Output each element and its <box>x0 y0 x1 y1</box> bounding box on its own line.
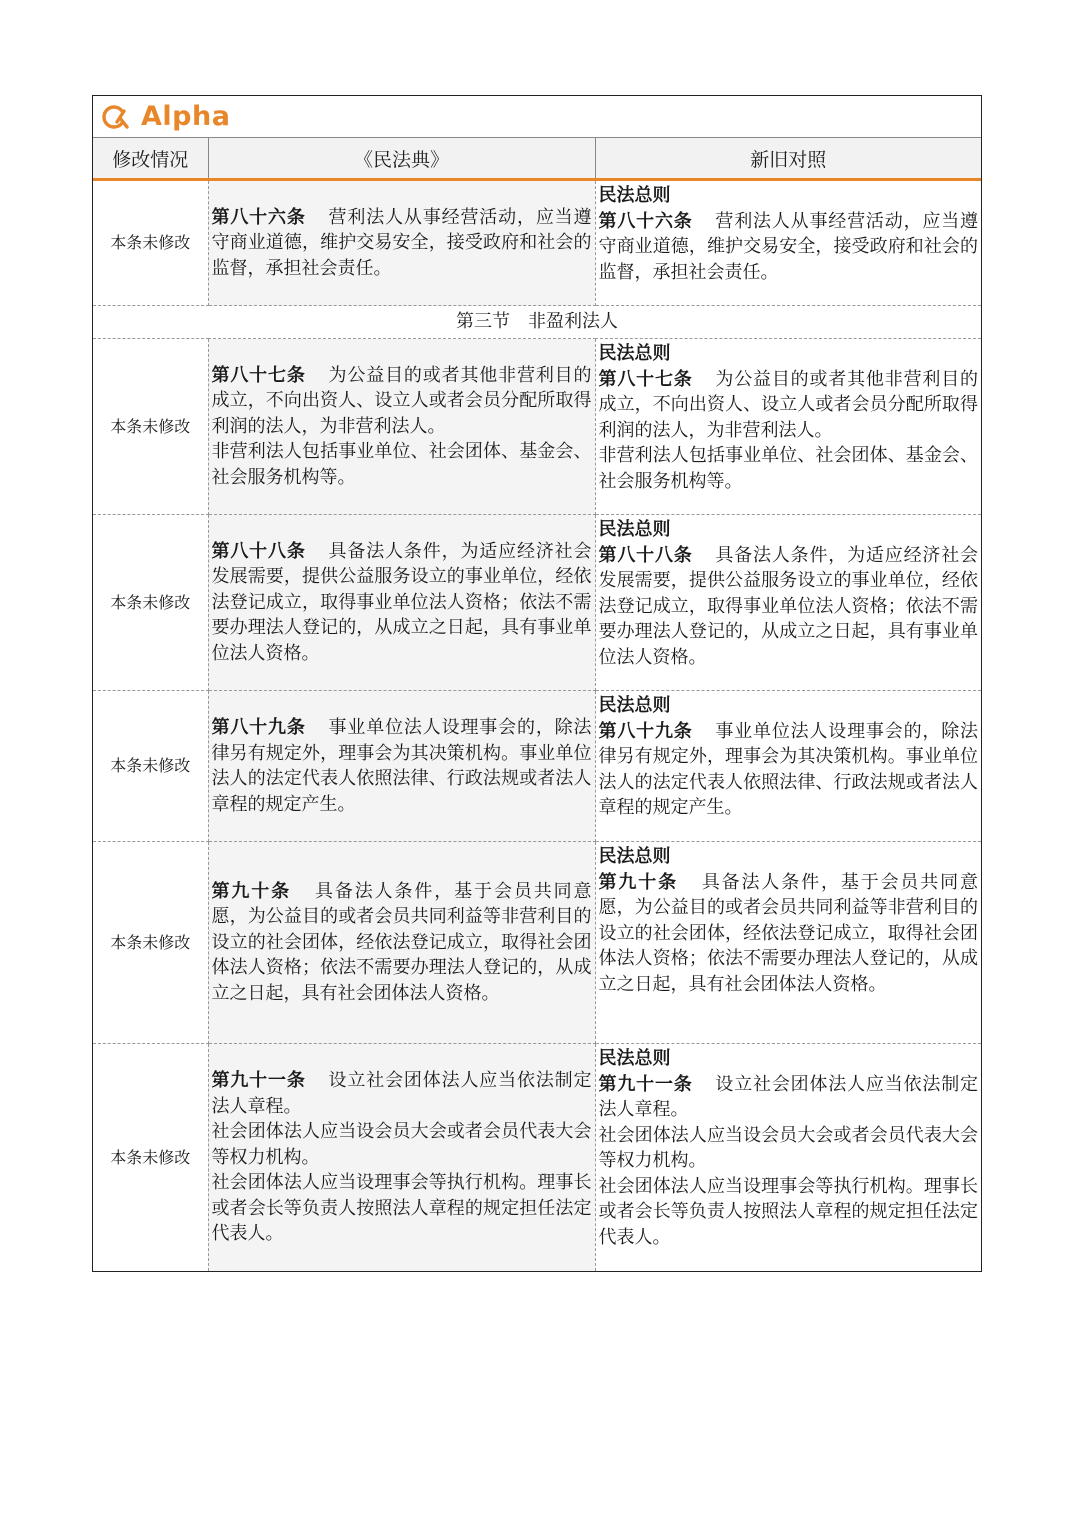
article-number: 第八十八条 <box>211 540 306 562</box>
article-paragraph <box>599 209 979 286</box>
article-paragraph <box>599 443 979 494</box>
article-paragraph <box>212 879 592 1007</box>
article-paragraph <box>212 363 592 440</box>
article-paragraph <box>212 715 592 817</box>
book-title: 民法总则 <box>598 846 671 867</box>
article-text: 为公益目的或者其他非营利目的成立，不向出资人、设立人或者会员分配所取得利润的法人，为非营利法人。 <box>211 364 592 437</box>
brand-header <box>93 96 981 138</box>
article-number: 第八十九条 <box>598 720 693 742</box>
article-text: 社会团体法人应当设理事会等执行机构。理事长或者会长等负责人按照法人章程的规定担任法定代表人。 <box>598 1175 978 1248</box>
civil-code-cell <box>208 180 595 306</box>
section-title: 第三节 非盈利法人 <box>93 306 981 339</box>
table-row <box>93 339 981 515</box>
comparison-cell <box>595 1044 981 1271</box>
article-number: 第九十条 <box>211 880 292 902</box>
article-paragraph <box>599 1123 979 1174</box>
article-text: 社会团体法人应当设会员大会或者会员代表大会等权力机构。 <box>598 1124 978 1171</box>
article-number: 第八十九条 <box>211 717 306 738</box>
article-number: 第八十六条 <box>598 210 693 232</box>
column-header-comparison: 新旧对照 <box>595 138 981 180</box>
article-paragraph <box>212 539 592 667</box>
article-text: 具备法人条件，为适应经济社会发展需要，提供公益服务设立的事业单位，经依法登记成立，取得事业单位法人资格；依法不需要办理法人登记的，从成立之日起，具有事业单位法人资格。 <box>598 544 979 668</box>
book-title: 民法总则 <box>598 1048 671 1069</box>
civil-code-cell <box>208 1044 595 1271</box>
column-header-civil-code: 《民法典》 <box>208 138 595 180</box>
article-number: 第八十七条 <box>598 368 693 390</box>
book-title: 民法总则 <box>598 343 671 364</box>
status-cell: 本条未修改 <box>93 515 208 691</box>
article-text: 设立社会团体法人应当依法制定法人章程。 <box>598 1073 979 1120</box>
article-number: 第八十六条 <box>211 206 306 228</box>
book-title: 民法总则 <box>598 185 671 206</box>
book-title: 民法总则 <box>598 519 671 540</box>
article-number: 第八十七条 <box>211 364 306 386</box>
article-paragraph <box>599 1072 979 1123</box>
book-title: 民法总则 <box>598 695 671 716</box>
section-row <box>93 306 981 339</box>
comparison-cell <box>595 339 981 515</box>
table-body <box>93 180 981 1271</box>
article-number: 第九十一条 <box>211 1070 306 1091</box>
brand-name: Alpha <box>141 101 231 132</box>
status-cell: 本条未修改 <box>93 339 208 515</box>
article-paragraph <box>599 719 979 821</box>
article-paragraph <box>212 205 592 282</box>
column-header-status: 修改情况 <box>93 138 208 180</box>
article-text: 设立社会团体法人应当依法制定法人章程。 <box>211 1070 592 1117</box>
article-number: 第九十条 <box>598 871 678 893</box>
table-row <box>93 180 981 306</box>
article-text: 非营利法人包括事业单位、社会团体、基金会、社会服务机构等。 <box>211 441 592 488</box>
article-text: 社会团体法人应当设会员大会或者会员代表大会等权力机构。 <box>211 1121 592 1168</box>
article-text: 非营利法人包括事业单位、社会团体、基金会、社会服务机构等。 <box>598 445 978 492</box>
article-paragraph <box>599 367 979 444</box>
article-number: 第八十八条 <box>598 544 693 566</box>
article-paragraph <box>599 1174 979 1251</box>
article-text: 事业单位法人设理事会的，除法律另有规定外，理事会为其决策机构。事业单位法人的法定代表人依照法律、行政法规或者法人章程的规定产生。 <box>598 720 979 818</box>
article-paragraph <box>212 1170 592 1247</box>
article-paragraph <box>212 439 592 490</box>
table-header-row <box>93 138 981 180</box>
civil-code-cell <box>208 691 595 842</box>
article-paragraph <box>599 870 979 998</box>
comparison-cell <box>595 842 981 1044</box>
status-cell: 本条未修改 <box>93 1044 208 1271</box>
comparison-cell <box>595 691 981 842</box>
article-text: 为公益目的或者其他非营利目的成立，不向出资人、设立人或者会员分配所取得利润的法人，为非营利法人。 <box>598 368 979 441</box>
article-text: 具备法人条件，基于会员共同意愿，为公益目的或者会员共同利益等非营利目的设立的社会团体，经依法登记成立，取得社会团体法人资格；依法不需要办理法人登记的，从成立之日起，具有社会团体法人资格。 <box>598 871 979 995</box>
table-row <box>93 515 981 691</box>
comparison-sheet <box>92 95 982 1272</box>
status-cell: 本条未修改 <box>93 842 208 1044</box>
article-text: 具备法人条件，为适应经济社会发展需要，提供公益服务设立的事业单位，经依法登记成立，取得事业单位法人资格；依法不需要办理法人登记的，从成立之日起，具有事业单位法人资格。 <box>211 540 592 664</box>
table-row <box>93 842 981 1044</box>
article-text: 社会团体法人应当设理事会等执行机构。理事长或者会长等负责人按照法人章程的规定担任法定代表人。 <box>211 1172 592 1244</box>
status-cell: 本条未修改 <box>93 691 208 842</box>
article-paragraph <box>212 1119 592 1170</box>
alpha-logo-icon <box>101 102 131 132</box>
table-row <box>93 1044 981 1271</box>
article-paragraph <box>212 1068 592 1119</box>
comparison-cell <box>595 515 981 691</box>
comparison-table <box>93 138 981 1271</box>
article-text: 营利法人从事经营活动，应当遵守商业道德，维护交易安全，接受政府和社会的监督，承担社会责任。 <box>598 210 979 283</box>
comparison-cell <box>595 180 981 306</box>
status-cell: 本条未修改 <box>93 180 208 306</box>
civil-code-cell <box>208 339 595 515</box>
article-number: 第九十一条 <box>598 1073 693 1095</box>
article-text: 营利法人从事经营活动，应当遵守商业道德，维护交易安全，接受政府和社会的监督，承担社会责任。 <box>211 206 592 279</box>
civil-code-cell <box>208 842 595 1044</box>
article-text: 事业单位法人设理事会的，除法律另有规定外，理事会为其决策机构。事业单位法人的法定代表人依照法律、行政法规或者法人章程的规定产生。 <box>211 717 592 815</box>
article-paragraph <box>599 543 979 671</box>
civil-code-cell <box>208 515 595 691</box>
table-row <box>93 691 981 842</box>
article-text: 具备法人条件，基于会员共同意愿，为公益目的或者会员共同利益等非营利目的设立的社会团体，经依法登记成立，取得社会团体法人资格；依法不需要办理法人登记的，从成立之日起，具有社会团体法人资格。 <box>211 880 592 1004</box>
